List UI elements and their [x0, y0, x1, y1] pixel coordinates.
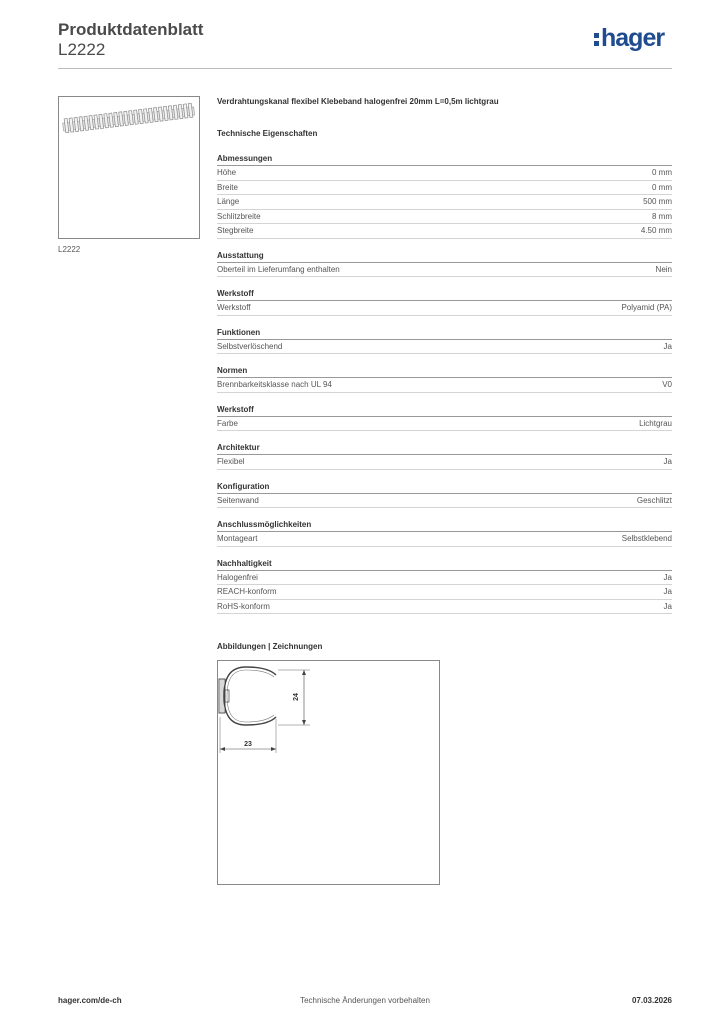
header-divider [58, 68, 672, 69]
property-row [217, 571, 672, 586]
property-label: Länge [217, 197, 240, 206]
property-section [217, 152, 672, 239]
property-label: RoHS-konform [217, 601, 270, 611]
property-row [217, 301, 672, 316]
property-label: Seitenwand [217, 495, 259, 505]
property-label: Werkstoff [217, 303, 251, 312]
property-row [217, 195, 672, 210]
properties-list [217, 152, 672, 614]
property-row [217, 210, 672, 225]
property-value: Ja [663, 601, 672, 611]
property-value: 8 mm [652, 211, 672, 221]
property-row [217, 532, 672, 547]
tech-properties-title: Technische Eigenschaften [217, 129, 318, 138]
property-label: Flexibel [217, 457, 245, 466]
property-section [217, 287, 672, 316]
section-title: Anschlussmöglichkeiten [217, 518, 672, 532]
property-row [217, 378, 672, 393]
footer-notice: Technische Änderungen vorbehalten [300, 996, 430, 1005]
property-row [217, 494, 672, 509]
technical-drawing [217, 660, 440, 885]
property-section [217, 403, 672, 432]
section-title: Architektur [217, 441, 672, 455]
property-value: 4.50 mm [640, 226, 672, 235]
property-label: Höhe [217, 168, 237, 177]
property-value: Ja [663, 587, 672, 596]
property-value: Ja [663, 457, 672, 466]
property-section [217, 364, 672, 393]
page-title: Produktdatenblatt [58, 20, 204, 39]
document-header [58, 20, 203, 60]
duct-cross-section-drawing [218, 661, 439, 884]
property-section [217, 326, 672, 355]
property-value: V0 [662, 380, 672, 389]
property-row [217, 263, 672, 278]
section-title: Nachhaltigkeit [217, 557, 672, 571]
property-label: Brennbarkeitsklasse nach UL 94 [217, 380, 332, 389]
property-label: Oberteil im Lieferumfang enthalten [217, 264, 340, 274]
property-row [217, 600, 672, 615]
logo-colon-icon [594, 30, 599, 47]
property-section [217, 441, 672, 470]
product-image-caption: L2222 [58, 245, 81, 254]
logo-text: hager [601, 24, 665, 52]
property-row [217, 181, 672, 196]
property-section [217, 518, 672, 547]
drawings-title: Abbildungen | Zeichnungen [217, 642, 323, 651]
property-label: Halogenfrei [217, 572, 258, 582]
footer-website-link[interactable]: hager.com/de-ch [58, 996, 122, 1005]
property-row [217, 585, 672, 600]
product-details [217, 96, 672, 614]
property-label: Farbe [217, 418, 238, 428]
section-title: Werkstoff [217, 403, 672, 417]
property-value: Geschlitzt [636, 495, 672, 505]
property-row [217, 224, 672, 239]
property-label: Schlitzbreite [217, 211, 261, 221]
property-section [217, 557, 672, 615]
property-section [217, 480, 672, 509]
section-title: Abmessungen [217, 152, 672, 166]
property-value: Ja [663, 341, 672, 351]
property-value: Polyamid (PA) [621, 303, 672, 312]
property-value: Nein [655, 264, 672, 274]
section-title: Konfiguration [217, 480, 672, 494]
property-section [217, 249, 672, 278]
product-description: Verdrahtungskanal flexibel Klebeband halogenfrei 20mm L=0,5m lichtgrau [217, 97, 499, 106]
property-value: Selbstklebend [621, 534, 672, 543]
property-value: 500 mm [643, 197, 672, 206]
property-row [217, 166, 672, 181]
section-title: Werkstoff [217, 287, 672, 301]
product-code: L2222 [58, 40, 106, 59]
width-dimension-label: 23 [244, 741, 252, 748]
property-label: Selbstverlöschend [217, 341, 283, 351]
property-value: Ja [663, 572, 672, 582]
property-label: Breite [217, 182, 238, 192]
height-dimension-label: 24 [293, 693, 300, 701]
property-row [217, 455, 672, 470]
section-title: Funktionen [217, 326, 672, 340]
property-value: Lichtgrau [639, 418, 672, 428]
cable-duct-icon [59, 97, 199, 238]
property-value: 0 mm [652, 182, 672, 192]
property-label: Stegbreite [217, 226, 254, 235]
property-row [217, 417, 672, 432]
section-title: Normen [217, 364, 672, 378]
property-label: Montageart [217, 534, 258, 543]
property-row [217, 340, 672, 355]
footer-date: 07.03.2026 [631, 996, 672, 1005]
hager-logo[interactable] [594, 24, 664, 53]
product-image [58, 96, 200, 239]
section-title: Ausstattung [217, 249, 672, 263]
property-label: REACH-konform [217, 587, 277, 596]
property-value: 0 mm [652, 168, 672, 177]
